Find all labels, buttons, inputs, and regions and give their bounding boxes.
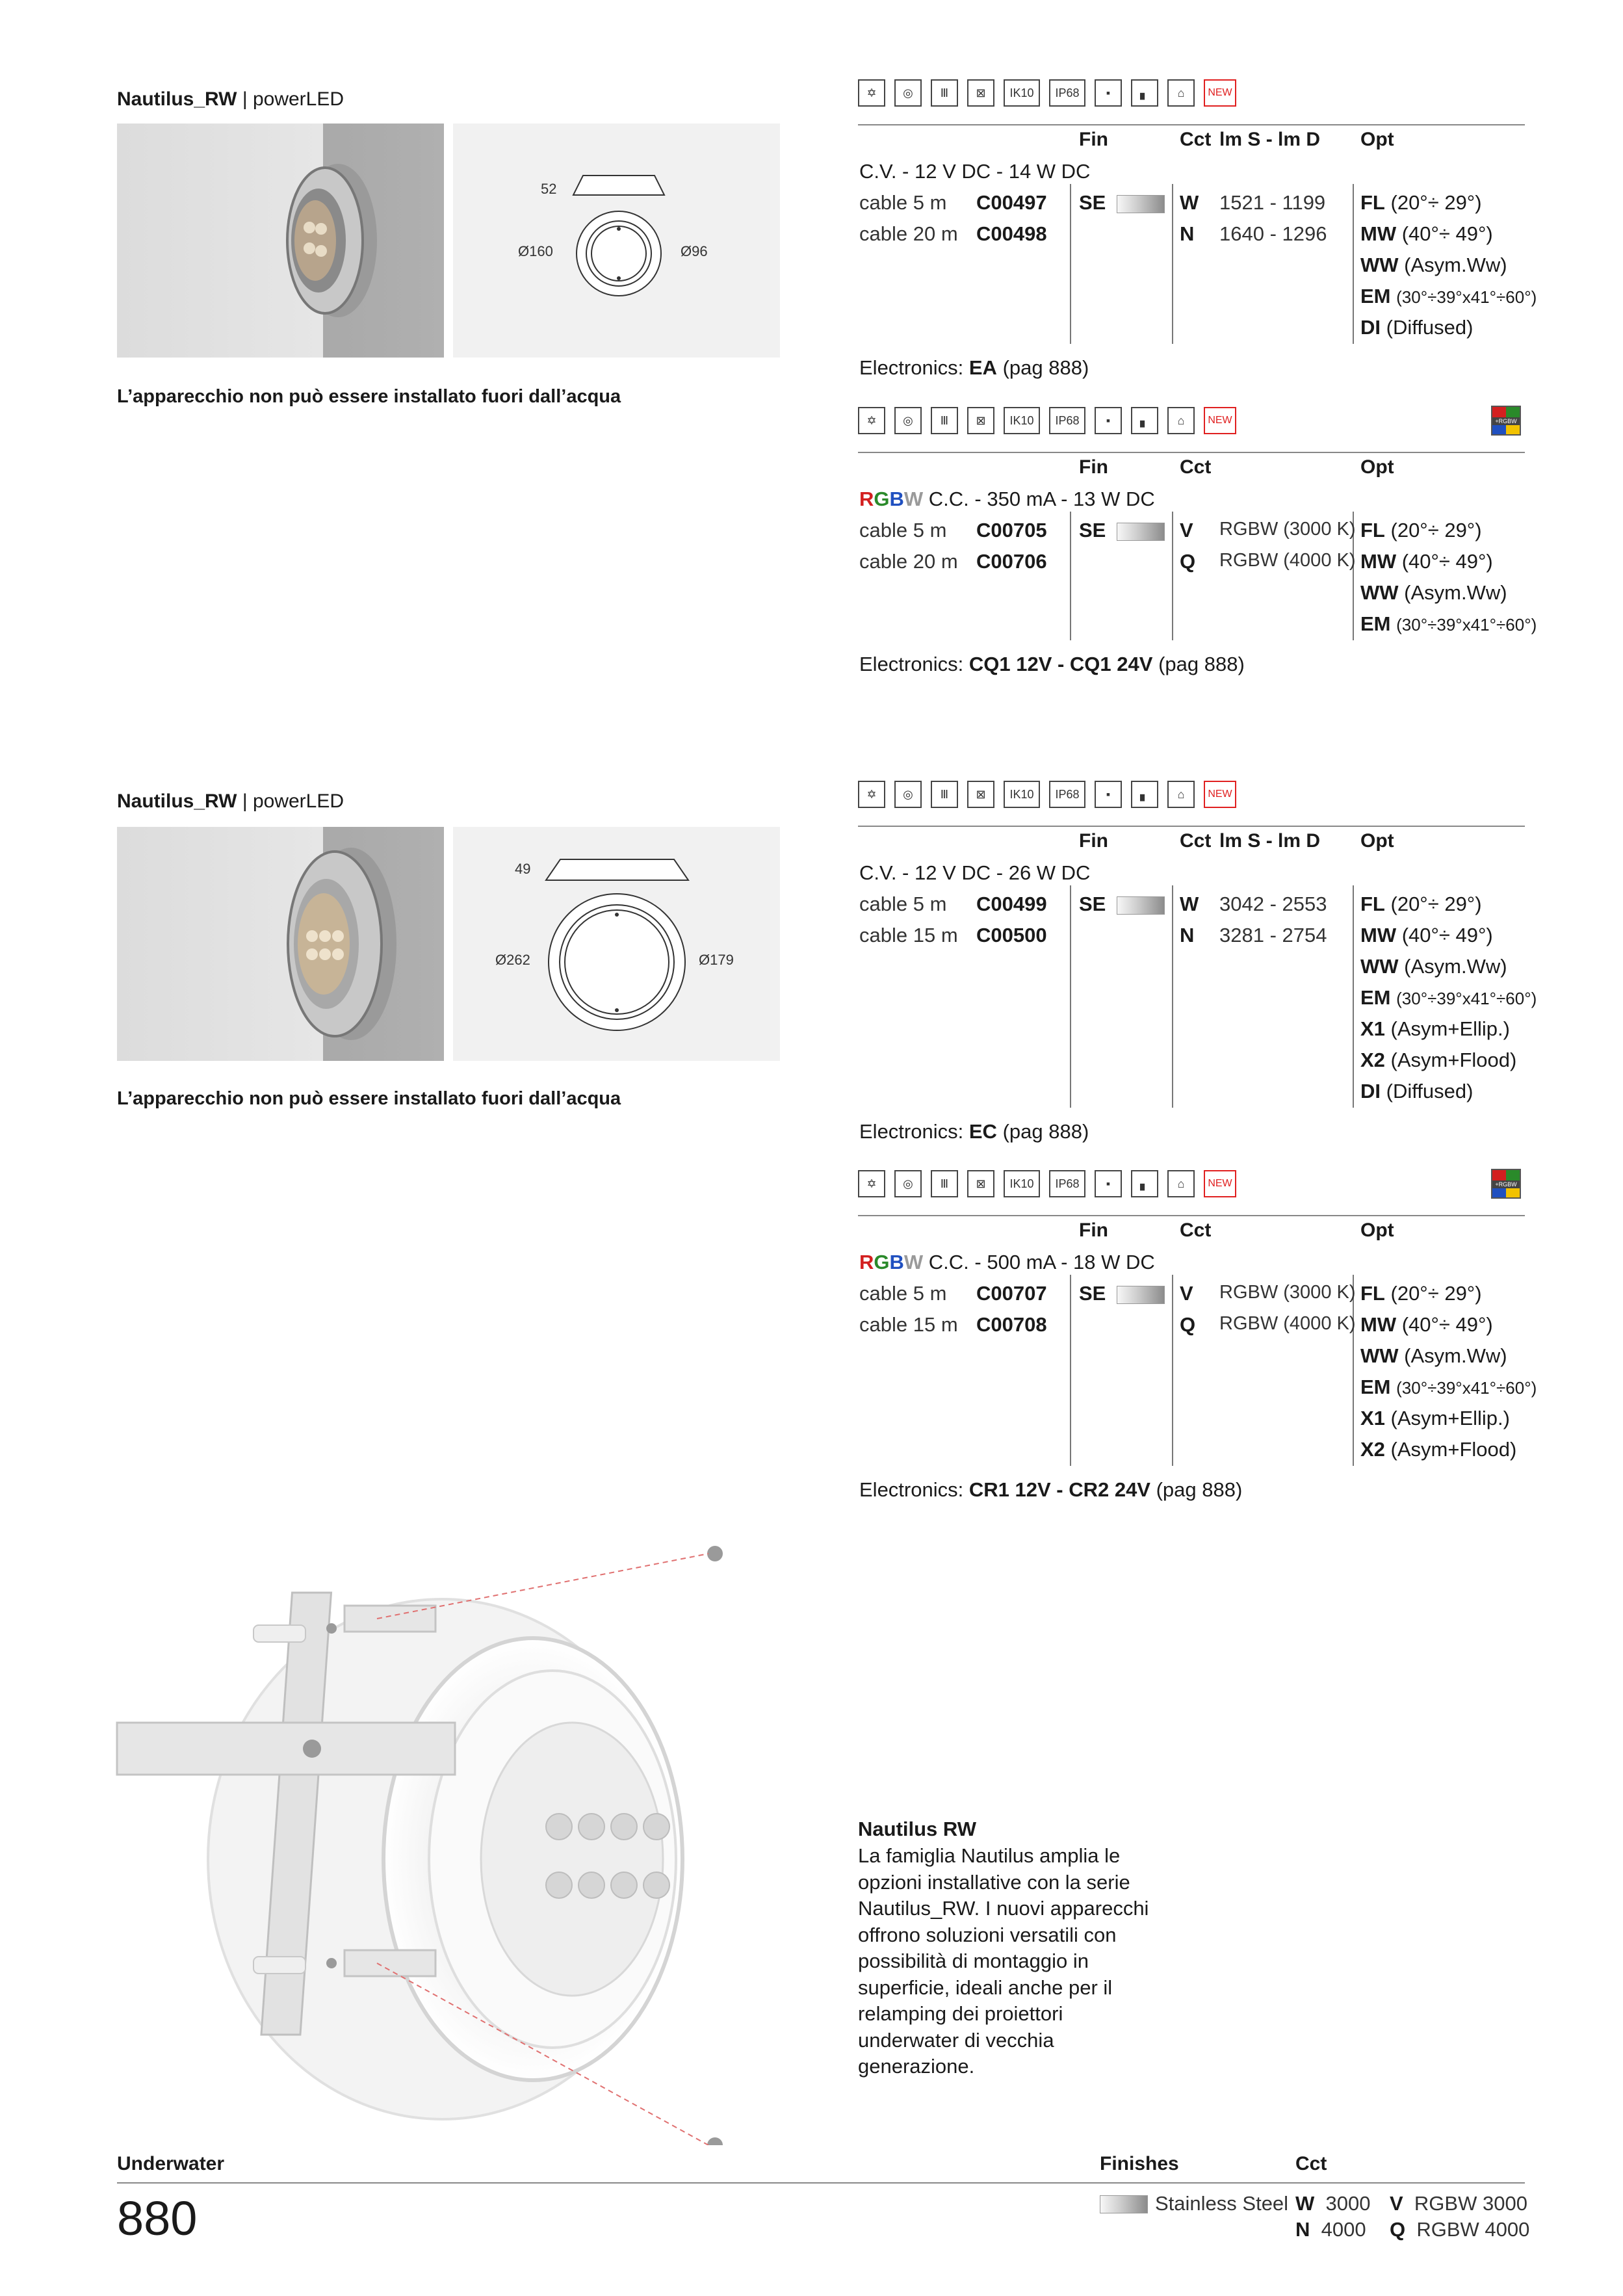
description-title: Nautilus RW <box>858 1818 976 1840</box>
cable-length: cable 5 m <box>859 519 947 541</box>
cct-code: W <box>1180 893 1199 915</box>
cct-code: V <box>1180 519 1193 541</box>
cct-code: W <box>1180 191 1199 214</box>
finish-code: SE <box>1079 893 1106 915</box>
electronics-ref <box>859 653 1245 676</box>
fixture-photo-icon <box>117 827 444 1061</box>
rgbw-badge: +RGBW <box>1492 1181 1520 1188</box>
footer-rule <box>117 2182 1525 2184</box>
text-fragment: (Asym.Ww) <box>1404 254 1507 276</box>
text-fragment: V <box>1390 2192 1403 2215</box>
optic-option <box>1360 1282 1482 1305</box>
cct-entry <box>1295 2218 1366 2241</box>
text-fragment: MW <box>1360 1313 1397 1336</box>
dim-inner-diameter: Ø179 <box>699 952 734 968</box>
header-opt: Opt <box>1360 456 1394 478</box>
electronics-ref <box>859 356 1089 380</box>
text-fragment: Electronics: <box>859 1478 964 1501</box>
header-cct: Cct <box>1180 129 1212 150</box>
text-fragment: (40°÷ 49°) <box>1401 1313 1493 1336</box>
text-fragment: Nautilus_RW <box>117 88 237 110</box>
text-fragment: EA <box>968 356 997 379</box>
cct-code: N <box>1180 222 1195 245</box>
mounting-icon: ◎ <box>894 79 922 107</box>
rgbw-icon <box>1491 406 1521 436</box>
text-fragment: (Asym.Ww) <box>1404 581 1507 604</box>
text-fragment: W <box>1295 2192 1315 2215</box>
col-divider <box>1172 184 1173 344</box>
text-fragment: (30°÷39°x41°÷60°) <box>1396 1378 1537 1398</box>
roof-icon: ⌂ <box>1167 407 1195 434</box>
ip68-icon: IP68 <box>1049 79 1085 107</box>
class-iii-icon: Ⅲ <box>931 1170 958 1197</box>
new-badge: NEW <box>1204 1170 1236 1197</box>
text-fragment: G <box>874 488 890 510</box>
optic-option <box>1360 893 1482 916</box>
power-spec <box>859 488 1155 511</box>
feature-icons <box>858 405 1236 436</box>
fixture-drawing-icon <box>570 169 668 299</box>
installation-note: L’apparecchio non può essere installato fuori dall’acqua <box>117 386 621 407</box>
finish-swatch <box>1117 523 1165 541</box>
optic-option <box>1360 1407 1510 1430</box>
text-fragment: X1 <box>1360 1407 1385 1429</box>
text-fragment: EM <box>1360 612 1391 635</box>
technical-drawing <box>453 124 780 358</box>
col-divider <box>1070 1275 1071 1466</box>
col-divider <box>1172 512 1173 640</box>
rgbw-badge: +RGBW <box>1492 417 1520 425</box>
page-number: 880 <box>117 2191 198 2245</box>
optic-option <box>1360 1017 1510 1041</box>
text-fragment: FL <box>1360 191 1385 214</box>
cable-length: cable 5 m <box>859 1282 947 1305</box>
optic-option <box>1360 1080 1473 1103</box>
roof-icon: ⌂ <box>1167 781 1195 808</box>
product-code: C00498 <box>976 222 1047 245</box>
text-fragment: (30°÷39°x41°÷60°) <box>1396 287 1537 307</box>
text-fragment: EC <box>968 1120 997 1143</box>
text-fragment: (Asym.Ww) <box>1404 1344 1507 1367</box>
finish-swatch <box>1117 195 1165 213</box>
table-rule <box>858 826 1525 827</box>
text-fragment: DI <box>1360 316 1381 339</box>
text-fragment: EM <box>1360 986 1391 1009</box>
optic-option <box>1360 612 1537 636</box>
cable-length: cable 5 m <box>859 191 947 214</box>
text-fragment: X2 <box>1360 1049 1385 1071</box>
product-code: C00497 <box>976 191 1047 214</box>
product-code: C00499 <box>976 893 1047 915</box>
cct-code: Q <box>1180 550 1196 573</box>
text-fragment: WW <box>1360 581 1399 604</box>
header-fin: Fin <box>1079 1220 1108 1241</box>
text-fragment: (pag 888) <box>1156 1478 1243 1501</box>
table-rule <box>858 124 1525 125</box>
optic-option <box>1360 550 1493 573</box>
text-fragment: (Asym+Flood) <box>1390 1438 1517 1461</box>
text-fragment: (40°÷ 49°) <box>1401 924 1493 946</box>
text-fragment: powerLED <box>252 790 344 812</box>
power-spec: C.V. - 12 V DC - 14 W DC <box>859 160 1091 183</box>
text-fragment: | <box>242 790 248 812</box>
text-fragment: (40°÷ 49°) <box>1401 550 1493 573</box>
col-divider <box>1353 184 1354 344</box>
fixture-drawing-icon <box>544 853 694 1035</box>
cable-length: cable 20 m <box>859 222 958 245</box>
text-fragment: EM <box>1360 1376 1391 1398</box>
text-fragment: W <box>903 488 924 510</box>
text-fragment: (20°÷ 29°) <box>1390 519 1482 541</box>
product-code: C00705 <box>976 519 1047 541</box>
dim-outer-diameter: Ø262 <box>495 952 530 968</box>
optic-option <box>1360 1049 1516 1072</box>
class-star-icon: ✡ <box>858 407 885 434</box>
product-photo <box>117 827 444 1061</box>
table-rule <box>858 452 1525 453</box>
finish-code: SE <box>1079 1282 1106 1305</box>
col-divider <box>1353 1275 1354 1466</box>
cct-value: RGBW (3000 K) <box>1219 1282 1356 1303</box>
optic-option <box>1360 254 1507 277</box>
text-fragment: (Asym+Ellip.) <box>1390 1407 1510 1429</box>
optic-option <box>1360 222 1493 246</box>
cct-value: RGBW (3000 K) <box>1219 519 1356 540</box>
exploded-view-illustration <box>39 1495 806 2145</box>
class-iii-icon: Ⅲ <box>931 79 958 107</box>
mounting-icon: ◎ <box>894 781 922 808</box>
class-iii-icon: Ⅲ <box>931 781 958 808</box>
cct-entry <box>1390 2192 1527 2215</box>
product-code: C00706 <box>976 550 1047 573</box>
ip68-icon: IP68 <box>1049 1170 1085 1197</box>
installation-note: L’apparecchio non può essere installato fuori dall’acqua <box>117 1088 621 1109</box>
text-fragment: Electronics: <box>859 356 964 379</box>
text-fragment: Q <box>1390 2218 1406 2241</box>
feature-icons <box>858 779 1236 810</box>
cct-entry <box>1295 2192 1370 2215</box>
ik10-icon: IK10 <box>1004 781 1040 808</box>
electronics-ref <box>859 1478 1242 1502</box>
text-fragment: (20°÷ 29°) <box>1390 893 1482 915</box>
optic-option <box>1360 581 1507 605</box>
text-fragment: CR1 12V - CR2 24V <box>968 1478 1150 1501</box>
header-opt: Opt <box>1360 830 1394 852</box>
text-fragment: C.C. - 500 mA - 18 W DC <box>928 1251 1155 1273</box>
text-fragment: EM <box>1360 285 1391 307</box>
header-lm: lm S - lm D <box>1219 830 1321 852</box>
finishes-label: Finishes <box>1100 2153 1179 2174</box>
class-star-icon: ✡ <box>858 1170 885 1197</box>
text-fragment: (Diffused) <box>1386 316 1474 339</box>
section-label: Underwater <box>117 2153 225 2174</box>
table-rule <box>858 1215 1525 1216</box>
no-cover-icon: ⊠ <box>967 79 994 107</box>
text-fragment: (pag 888) <box>1002 1120 1089 1143</box>
optic-option <box>1360 1438 1516 1461</box>
product-code: C00707 <box>976 1282 1047 1305</box>
text-fragment: Nautilus_RW <box>117 790 237 812</box>
feature-icons <box>858 1168 1236 1199</box>
text-fragment: (Asym+Flood) <box>1390 1049 1517 1071</box>
new-badge: NEW <box>1204 407 1236 434</box>
cct-entry <box>1390 2218 1529 2241</box>
power-spec: C.V. - 12 V DC - 26 W DC <box>859 861 1091 884</box>
finish-code: SE <box>1079 191 1106 214</box>
product-title <box>117 88 344 111</box>
text-fragment: FL <box>1360 1282 1385 1305</box>
header-fin: Fin <box>1079 830 1108 852</box>
dim-height: 52 <box>541 181 557 197</box>
optic-option <box>1360 316 1473 339</box>
header-cct: Cct <box>1180 830 1212 852</box>
text-fragment: (30°÷39°x41°÷60°) <box>1396 989 1537 1008</box>
lumen-value: 1640 - 1296 <box>1219 222 1327 245</box>
product-photo <box>117 124 444 358</box>
floor-mount-icon: ▖ <box>1131 407 1158 434</box>
text-fragment: WW <box>1360 254 1399 276</box>
text-fragment: B <box>889 1251 904 1273</box>
col-divider <box>1172 885 1173 1108</box>
header-opt: Opt <box>1360 129 1394 150</box>
optic-option <box>1360 955 1507 978</box>
text-fragment: (20°÷ 29°) <box>1390 1282 1482 1305</box>
cable-length: cable 5 m <box>859 893 947 915</box>
text-fragment: R <box>859 1251 874 1273</box>
finish-code: SE <box>1079 519 1106 541</box>
floor-mount-icon: ▖ <box>1131 79 1158 107</box>
text-fragment: RGBW 4000 <box>1416 2218 1530 2241</box>
wall-mount-icon: ▪ <box>1095 781 1122 808</box>
roof-icon: ⌂ <box>1167 79 1195 107</box>
header-lm: lm S - lm D <box>1219 129 1321 150</box>
lumen-value: 3042 - 2553 <box>1219 893 1327 915</box>
text-fragment: Electronics: <box>859 1120 964 1143</box>
text-fragment: MW <box>1360 222 1397 245</box>
new-badge: NEW <box>1204 781 1236 808</box>
optic-option <box>1360 519 1482 542</box>
rgbw-icon <box>1491 1169 1521 1199</box>
lumen-value: 1521 - 1199 <box>1219 191 1326 214</box>
text-fragment: (20°÷ 29°) <box>1390 191 1482 214</box>
ik10-icon: IK10 <box>1004 407 1040 434</box>
mounting-icon: ◎ <box>894 407 922 434</box>
power-spec <box>859 1251 1155 1274</box>
wall-mount-icon: ▪ <box>1095 1170 1122 1197</box>
cable-length: cable 15 m <box>859 924 958 946</box>
header-opt: Opt <box>1360 1220 1394 1241</box>
cable-length: cable 15 m <box>859 1313 958 1336</box>
finish-swatch <box>1117 896 1165 915</box>
product-title <box>117 790 344 813</box>
col-divider <box>1172 1275 1173 1466</box>
finish-swatch <box>1100 2195 1148 2213</box>
optic-option <box>1360 191 1482 215</box>
cable-length: cable 20 m <box>859 550 958 573</box>
cct-label: Cct <box>1295 2153 1327 2174</box>
text-fragment: R <box>859 488 874 510</box>
cct-value: RGBW (4000 K) <box>1219 550 1356 571</box>
electronics-ref <box>859 1120 1089 1143</box>
ik10-icon: IK10 <box>1004 79 1040 107</box>
text-fragment: DI <box>1360 1080 1381 1102</box>
description-body: La famiglia Nautilus amplia le opzioni installative con la serie Nautilus_RW. I nuovi apparecchi offrono soluzioni versatili con possibilità di montaggio in superficie, ideali anche per il relamping dei proiettori underwater di vecchia generazione. <box>858 1844 1149 2078</box>
floor-mount-icon: ▖ <box>1131 781 1158 808</box>
text-fragment: WW <box>1360 955 1399 978</box>
new-badge: NEW <box>1204 79 1236 107</box>
roof-icon: ⌂ <box>1167 1170 1195 1197</box>
text-fragment: (30°÷39°x41°÷60°) <box>1396 615 1537 634</box>
product-code: C00500 <box>976 924 1047 946</box>
text-fragment: 4000 <box>1321 2218 1366 2241</box>
optic-option <box>1360 285 1537 308</box>
ip68-icon: IP68 <box>1049 781 1085 808</box>
cct-code: Q <box>1180 1313 1196 1336</box>
class-star-icon: ✡ <box>858 781 885 808</box>
fixture-photo-icon <box>117 124 444 358</box>
text-fragment: WW <box>1360 1344 1399 1367</box>
wall-mount-icon: ▪ <box>1095 79 1122 107</box>
text-fragment: X1 <box>1360 1017 1385 1040</box>
wall-mount-icon: ▪ <box>1095 407 1122 434</box>
dim-outer-diameter: Ø160 <box>518 243 553 259</box>
lumen-value: 3281 - 2754 <box>1219 924 1327 946</box>
header-fin: Fin <box>1079 129 1108 150</box>
text-fragment: (pag 888) <box>1158 653 1245 675</box>
text-fragment: (Diffused) <box>1386 1080 1474 1102</box>
text-fragment: N <box>1295 2218 1310 2241</box>
text-fragment: powerLED <box>252 88 344 110</box>
text-fragment: W <box>903 1251 924 1273</box>
col-divider <box>1070 512 1071 640</box>
text-fragment: FL <box>1360 893 1385 915</box>
col-divider <box>1070 184 1071 344</box>
dim-inner-diameter: Ø96 <box>681 243 708 259</box>
class-iii-icon: Ⅲ <box>931 407 958 434</box>
text-fragment: (Asym.Ww) <box>1404 955 1507 978</box>
cct-value: RGBW (4000 K) <box>1219 1313 1356 1334</box>
text-fragment: (40°÷ 49°) <box>1401 222 1493 245</box>
optic-option <box>1360 986 1537 1010</box>
text-fragment: FL <box>1360 519 1385 541</box>
text-fragment: G <box>874 1251 890 1273</box>
technical-drawing <box>453 827 780 1061</box>
finish-name: Stainless Steel <box>1155 2192 1289 2215</box>
optic-option <box>1360 924 1493 947</box>
text-fragment: MW <box>1360 924 1397 946</box>
optic-option <box>1360 1313 1493 1337</box>
ip68-icon: IP68 <box>1049 407 1085 434</box>
text-fragment: B <box>889 488 904 510</box>
text-fragment: X2 <box>1360 1438 1385 1461</box>
class-star-icon: ✡ <box>858 79 885 107</box>
text-fragment: Electronics: <box>859 653 964 675</box>
no-cover-icon: ⊠ <box>967 781 994 808</box>
text-fragment: CQ1 12V - CQ1 24V <box>968 653 1153 675</box>
header-cct: Cct <box>1180 1220 1212 1241</box>
col-divider <box>1353 885 1354 1108</box>
optic-option <box>1360 1376 1537 1399</box>
header-cct: Cct <box>1180 456 1212 478</box>
header-fin: Fin <box>1079 456 1108 478</box>
text-fragment: RGBW 3000 <box>1414 2192 1527 2215</box>
col-divider <box>1070 885 1071 1108</box>
no-cover-icon: ⊠ <box>967 1170 994 1197</box>
text-fragment: 3000 <box>1325 2192 1371 2215</box>
mounting-icon: ◎ <box>894 1170 922 1197</box>
optic-option <box>1360 1344 1507 1368</box>
finish-swatch <box>1117 1286 1165 1304</box>
floor-mount-icon: ▖ <box>1131 1170 1158 1197</box>
text-fragment: C.C. - 350 mA - 13 W DC <box>928 488 1155 510</box>
feature-icons <box>858 77 1236 109</box>
cct-code: N <box>1180 924 1195 946</box>
dim-height: 49 <box>515 861 531 877</box>
no-cover-icon: ⊠ <box>967 407 994 434</box>
text-fragment: (pag 888) <box>1002 356 1089 379</box>
cct-code: V <box>1180 1282 1193 1305</box>
text-fragment: (Asym+Ellip.) <box>1390 1017 1510 1040</box>
ik10-icon: IK10 <box>1004 1170 1040 1197</box>
text-fragment: MW <box>1360 550 1397 573</box>
text-fragment: | <box>242 88 248 110</box>
product-code: C00708 <box>976 1313 1047 1336</box>
